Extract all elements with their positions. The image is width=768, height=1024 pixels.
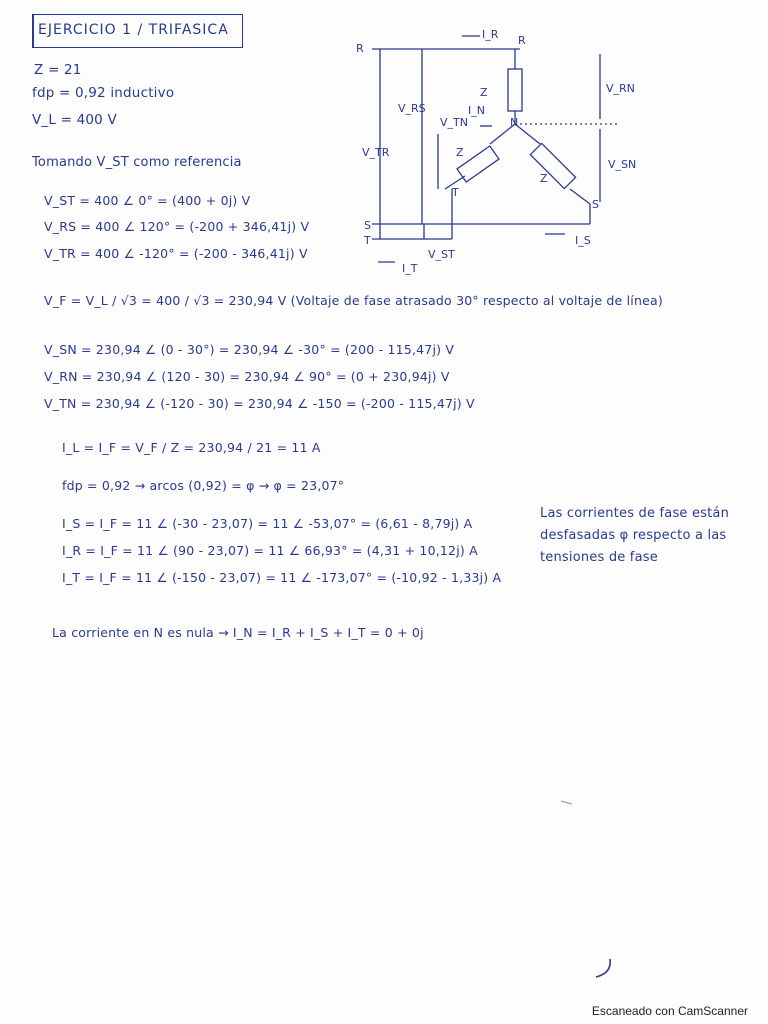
label-z-right: Z [540, 172, 548, 185]
label-vrn: V_RN [606, 82, 635, 95]
equation-it: I_T = I_F = 11 ∠ (-150 - 23,07) = 11 ∠ -173,07° = (-10,92 - 1,33j) A [62, 570, 502, 585]
exercise-title: EJERCICIO 1 / TRIFASICA [38, 22, 229, 38]
power-factor: fdp = 0,92 inductivo [32, 85, 175, 101]
node-t-load: T [452, 186, 459, 199]
equation-vtr: V_TR = 400 ∠ -120° = (-200 - 346,41j) V [44, 246, 308, 261]
line-voltage: V_L = 400 V [32, 112, 117, 128]
node-s-load: S [592, 198, 599, 211]
label-vtr: V_TR [362, 146, 390, 159]
equation-angle: fdp = 0,92 → arcos (0,92) = φ → φ = 23,07° [62, 478, 345, 493]
equation-vrs: V_RS = 400 ∠ 120° = (-200 + 346,41j) V [44, 219, 310, 234]
label-ir: I_R [482, 28, 499, 41]
pen-mark [590, 955, 620, 983]
wye-circuit-diagram [350, 24, 650, 284]
impedance-value: Z = 21 [34, 62, 82, 78]
side-note: Las corrientes de fase están desfasadas φ respecto a las tensiones de fase [540, 506, 730, 565]
label-vrs: V_RS [398, 102, 426, 115]
label-in: I_N [468, 104, 485, 117]
label-it: I_T [402, 262, 418, 275]
stray-mark [560, 798, 574, 806]
label-vst: V_ST [428, 248, 455, 261]
node-r-top: R [518, 34, 526, 47]
node-s: S [364, 219, 371, 232]
node-r: R [356, 42, 364, 55]
equation-vtn: V_TN = 230,94 ∠ (-120 - 30) = 230,94 ∠ -150 = (-200 - 115,47j) V [44, 396, 475, 411]
equation-is: I_S = I_F = 11 ∠ (-30 - 23,07) = 11 ∠ -53,07° = (6,61 - 8,79j) A [62, 516, 473, 531]
reference-note: Tomando V_ST como referencia [32, 155, 242, 170]
equation-ir: I_R = I_F = 11 ∠ (90 - 23,07) = 11 ∠ 66,93° = (4,31 + 10,12j) A [62, 543, 478, 558]
equation-vf: V_F = V_L / √3 = 400 / √3 = 230,94 V (Voltaje de fase atrasado 30° respecto al voltaje de línea) [44, 293, 663, 308]
scanner-watermark: Escaneado con CamScanner [591, 1004, 748, 1018]
equation-vrn: V_RN = 230,94 ∠ (120 - 30) = 230,94 ∠ 90° = (0 + 230,94j) V [44, 369, 450, 384]
label-z-left: Z [456, 146, 464, 159]
label-vsn: V_SN [608, 158, 637, 171]
equation-neutral: La corriente en N es nula → I_N = I_R + I_S + I_T = 0 + 0j [52, 625, 424, 640]
node-t: T [364, 234, 371, 247]
equation-vsn: V_SN = 230,94 ∠ (0 - 30°) = 230,94 ∠ -30° = (200 - 115,47j) V [44, 342, 455, 357]
label-vtn: V_TN [440, 116, 468, 129]
label-is: I_S [575, 234, 591, 247]
equation-il: I_L = I_F = V_F / Z = 230,94 / 21 = 11 A [62, 440, 321, 455]
label-z-top: Z [480, 86, 488, 99]
equation-vst: V_ST = 400 ∠ 0° = (400 + 0j) V [44, 193, 251, 208]
node-n: N [510, 116, 519, 129]
